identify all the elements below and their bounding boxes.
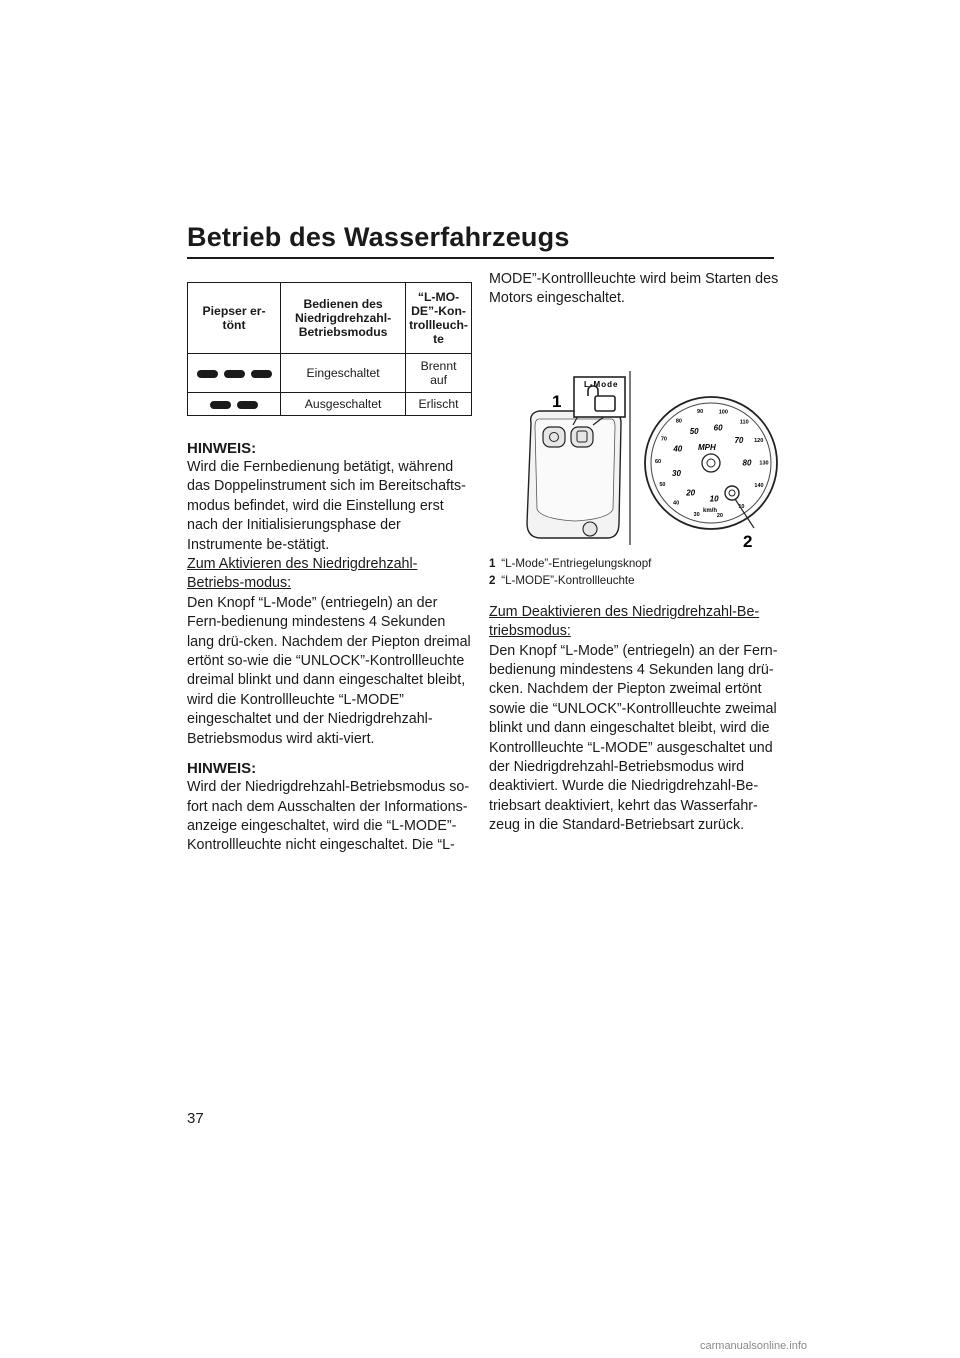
beep-indicator-three	[188, 354, 281, 393]
deactivate-text: Den Knopf “L-Mode” (entriegeln) an der Fern-bedienung mindestens 4 Sekunden lang drü-cken. Nachdem der Piepton zweimal ertönt sowie die “UNLOCK”-Kontrollleuchte zweimal blinkt und dann eingeschaltet bleibt, wird die Kontrollleuchte “L-MODE” ausgeschaltet und der Niedrigdrehzahl-Betriebsmodus wird deaktiviert. Wurde die Niedrigdrehzahl-Be-triebsart deaktiviert, kehrt das Wasserfahr-zeug in die Standard-Betriebsart zurück.	[489, 642, 778, 834]
caption-text: “L-MODE”-Kontrollleuchte	[501, 573, 635, 587]
footer-watermark: carmanualsonline.info	[700, 1340, 808, 1352]
figure-illustration	[489, 323, 779, 555]
beep-table	[187, 282, 472, 416]
callout-number-2: 2	[743, 531, 753, 551]
hinweis-heading: HINWEIS:	[187, 760, 257, 778]
l-mode-button-label: L-Mode	[584, 379, 619, 389]
caption-number: 1	[489, 556, 496, 570]
gauge-mph-tick: 20	[686, 488, 696, 498]
hinweis-heading: HINWEIS:	[187, 440, 257, 457]
gauge-kmh-tick: 20	[716, 512, 723, 519]
callout-number-1: 1	[552, 391, 562, 411]
gauge-unit-kmh: km/h	[703, 507, 718, 514]
right-column	[489, 270, 779, 836]
gauge-kmh-tick: 130	[759, 460, 769, 467]
gauge-mph-tick: 50	[689, 426, 699, 436]
gauge-mph-tick: 40	[673, 444, 683, 454]
figure-captions	[489, 555, 779, 589]
caption-text: “L-Mode”-Entriegelungsknopf	[501, 556, 652, 570]
hinweis-text: Wird die Fernbedienung betätigt, während das Doppelinstrument sich im Bereitschafts-modus befindet, wird die Einstellung erst nach der Initialisierungsphase der Instrumente be-stätigt.	[187, 459, 466, 553]
beep-dash-icon	[224, 370, 245, 378]
hinweis-text: Wird der Niedrigdrehzahl-Betriebsmodus so-fort nach dem Ausschalten der Informations-anzeige eingeschaltet, wird die “L-MODE”-Kontrollleuchte nicht eingeschaltet. Die “L-	[187, 779, 470, 854]
gauge-kmh-tick: 40	[673, 500, 680, 507]
caption-item	[489, 572, 779, 589]
gauge-kmh-tick: 70	[660, 436, 667, 443]
continued-text: MODE”-Kontrollleuchte wird beim Starten des Motors eingeschaltet.	[489, 271, 779, 307]
table-row	[188, 354, 472, 393]
header-light: “L-MO- DE”-Kon- trollleuch- te	[406, 283, 472, 354]
beep-dash-icon	[237, 401, 258, 409]
gauge-kmh-tick: 10	[738, 504, 745, 511]
activate-heading: Zum Aktivieren des Niedrigdrehzahl-Betriebs-modus:	[187, 556, 418, 592]
header-mode: Bedienen des Niedrigdrehzahl- Betriebsmodus	[281, 283, 406, 354]
beep-indicator-two	[188, 393, 281, 416]
mode-cell: Ausgeschaltet	[281, 393, 406, 416]
gauge-kmh-tick: 90	[697, 408, 704, 415]
gauge-mph-tick: 60	[713, 423, 723, 433]
page-number: 37	[187, 1110, 204, 1127]
gauge-kmh-tick: 30	[693, 511, 700, 518]
gauge-kmh-tick: 60	[654, 458, 662, 465]
gauge-mph-tick: 80	[742, 458, 752, 468]
gauge-kmh-tick: 50	[659, 481, 666, 488]
page-title: Betrieb des Wasserfahrzeugs	[187, 222, 570, 252]
gauge-kmh-tick: 100	[718, 409, 728, 416]
gauge-mph-tick: 70	[734, 435, 744, 445]
mode-cell: Eingeschaltet	[281, 354, 406, 393]
caption-item	[489, 555, 779, 572]
activate-text: Den Knopf “L-Mode” (entriegeln) an der Fern-bedienung mindestens 4 Sekunden lang drü-cken. Nachdem der Piepton dreimal ertönt so-wie die “UNLOCK”-Kontrollleuchte dreimal blinkt und dann eingeschaltet bleibt, wird die Kontrollleuchte “L-MODE” eingeschaltet und der Niedrigdrehzahl-Betriebsmodus wird akti-viert.	[187, 594, 471, 747]
beep-dash-icon	[197, 370, 218, 378]
gauge-mph-tick: 30	[672, 468, 681, 478]
gauge-kmh-tick: 140	[754, 483, 764, 490]
header-beeps: Piepser er- tönt	[188, 283, 281, 354]
deactivate-heading: Zum Deaktivieren des Niedrigdrehzahl-Be-triebsmodus:	[489, 603, 760, 640]
gauge-unit-mph: MPH	[698, 442, 716, 452]
beep-dash-icon	[251, 370, 272, 378]
left-column	[187, 282, 472, 856]
light-cell: Brennt auf	[406, 354, 472, 393]
speedometer-gauge-icon	[645, 397, 777, 529]
light-cell: Erlischt	[406, 393, 472, 416]
caption-number: 2	[489, 573, 496, 587]
gauge-kmh-tick: 80	[675, 418, 682, 425]
gauge-kmh-tick: 110	[739, 419, 749, 426]
gauge-mph-tick: 10	[709, 494, 719, 504]
remote-gauge-figure	[489, 323, 779, 555]
table-header-row	[188, 283, 472, 354]
title-rule	[187, 257, 774, 259]
table-row	[188, 393, 472, 416]
remote-control-icon	[527, 411, 621, 538]
beep-dash-icon	[210, 401, 231, 409]
gauge-kmh-tick: 120	[754, 437, 764, 444]
